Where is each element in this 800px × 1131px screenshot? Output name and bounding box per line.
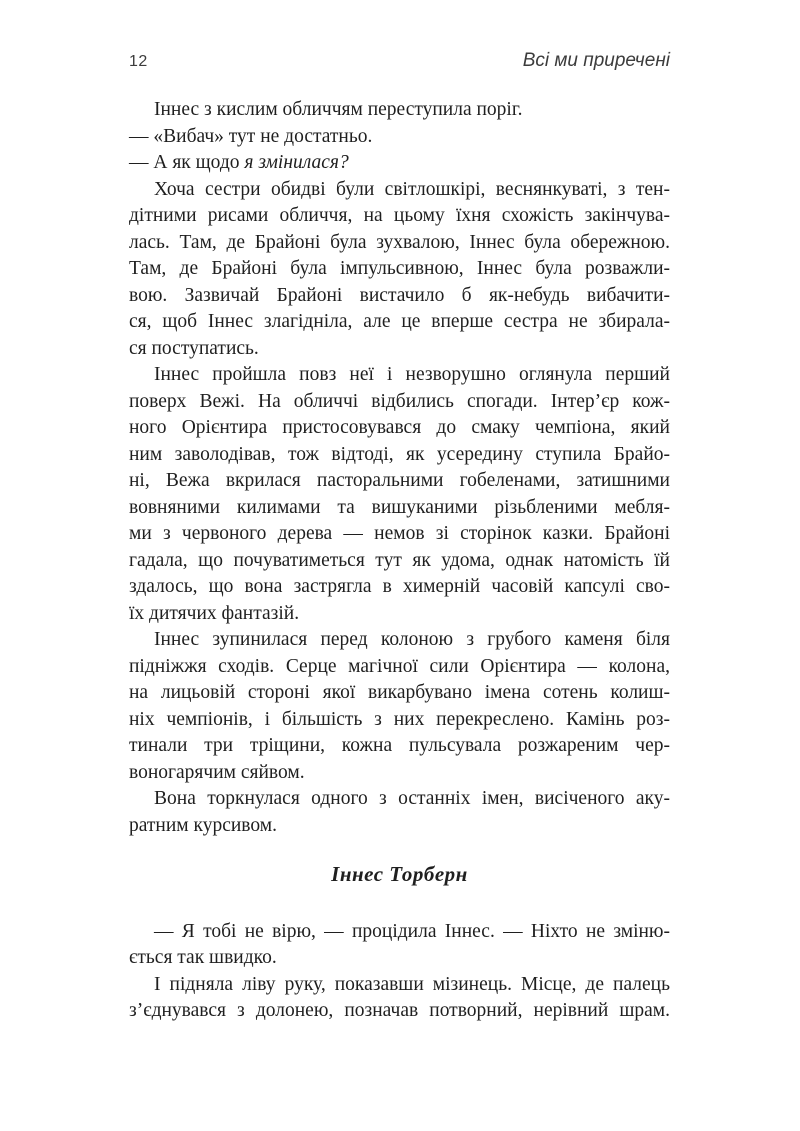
text-line <box>129 945 670 972</box>
text-line <box>129 124 670 151</box>
text-line <box>129 760 670 787</box>
text-line <box>129 230 670 257</box>
text-line <box>129 654 670 681</box>
text-segment: лась. Там, де Брайоні була зухвалою, Іннес була обережною. <box>129 231 670 253</box>
text-segment: ратним курсивом. <box>129 814 277 836</box>
text-segment: вою. Зазвичай Брайоні вистачило б як-небудь вибачити- <box>129 284 670 306</box>
text-line <box>129 415 670 442</box>
text-line <box>129 601 670 628</box>
text-line <box>129 733 670 760</box>
text-line <box>129 97 670 124</box>
text-segment: їх дитячих фантазій. <box>129 602 300 624</box>
text-segment: Іннес пройшла повз неї і незворушно оглянула перший <box>154 364 670 385</box>
italic-text-segment: Іннес Торберн <box>331 862 468 886</box>
text-line <box>129 309 670 336</box>
text-line <box>129 468 670 495</box>
text-line <box>129 389 670 416</box>
text-line <box>129 336 670 363</box>
text-segment: ми з червоного дерева — немов зі сторінок казки. Брайоні <box>129 523 670 544</box>
text-segment: ного Орієнтира пристосовувався до смаку чемпіона, який <box>129 417 670 438</box>
text-line <box>129 362 670 389</box>
text-segment: Вона торкнулася одного з останніх імен, висіченого аку- <box>154 788 670 809</box>
text-segment: — «Вибач» тут не достатньо. <box>129 125 373 147</box>
text-segment: І підняла ліву руку, показавши мізинець. Місце, де палець <box>154 973 670 995</box>
text-segment: здалось, що вона застрягла в химерній часовій капсулі сво- <box>129 576 670 597</box>
text-segment: ніх чемпіонів, і більшість з них перекреслено. Камінь роз- <box>129 708 670 730</box>
text-line <box>129 548 670 575</box>
text-segment: гадала, що почуватиметься тут як удома, однак натомість їй <box>129 549 670 571</box>
text-line <box>129 150 670 177</box>
engraved-name-line <box>129 861 670 888</box>
text-line <box>129 627 670 654</box>
text-line <box>129 521 670 548</box>
text-segment: Хоча сестри обидві були світлошкірі, веснянкуваті, з тен- <box>154 178 670 200</box>
running-head <box>129 50 670 72</box>
text-line <box>129 919 670 946</box>
text-segment: ним заволодівав, тож відтоді, як усередину ступила Брайо- <box>129 443 670 465</box>
text-segment: ся поступатись. <box>129 337 259 359</box>
text-segment: — А як щодо <box>129 152 245 173</box>
text-segment: поверх Вежі. На обличчі відбились спогади. Інтер’єр кож- <box>129 390 670 412</box>
text-line <box>129 495 670 522</box>
text-line <box>129 283 670 310</box>
text-segment: вовняними килимами та вишуканими різьбленими мебля- <box>129 496 670 518</box>
text-segment: ється так швидко. <box>129 947 277 968</box>
text-segment: Іннес з кислим обличчям переступила поріг. <box>154 99 523 120</box>
text-segment: підніжжя сходів. Серце магічної сили Орієнтира — колона, <box>129 655 670 677</box>
text-segment: Іннес зупинилася перед колоною з грубого каменя біля <box>154 629 670 650</box>
text-segment: ся, щоб Іннес злагідніла, але це вперше сестра не збирала- <box>129 311 670 332</box>
text-line <box>129 707 670 734</box>
text-line <box>129 680 670 707</box>
text-line <box>129 786 670 813</box>
text-segment: на лицьовій стороні якої викарбувано імена сотень колиш- <box>129 682 670 703</box>
text-line <box>129 574 670 601</box>
text-line <box>129 177 670 204</box>
text-segment: ні, Вежа вкрилася пасторальними гобеленами, затишними <box>129 470 670 491</box>
text-line <box>129 998 670 1025</box>
text-line <box>129 256 670 283</box>
text-segment: дітними рисами обличчя, на цьому їхня схожість закінчува- <box>129 205 670 226</box>
body-text-block <box>129 97 670 1025</box>
text-segment: тинали три тріщини, кожна пульсувала розжареним чер- <box>129 735 670 756</box>
text-line <box>129 442 670 469</box>
page-number: 12 <box>129 53 148 70</box>
running-title: Всі ми приречені <box>522 50 670 71</box>
text-line <box>129 972 670 999</box>
text-line <box>129 203 670 230</box>
text-line <box>129 813 670 840</box>
text-segment: Там, де Брайоні була імпульсивною, Іннес була розважли- <box>129 258 670 279</box>
italic-text-segment: я змінилася? <box>244 152 349 173</box>
text-segment: — Я тобі не вірю, — процідила Іннес. — Ніхто не зміню- <box>154 920 670 942</box>
text-segment: з’єднувався з долонею, позначав потворний, нерівний шрам. <box>129 1000 670 1021</box>
text-segment: воногарячим сяйвом. <box>129 761 305 783</box>
